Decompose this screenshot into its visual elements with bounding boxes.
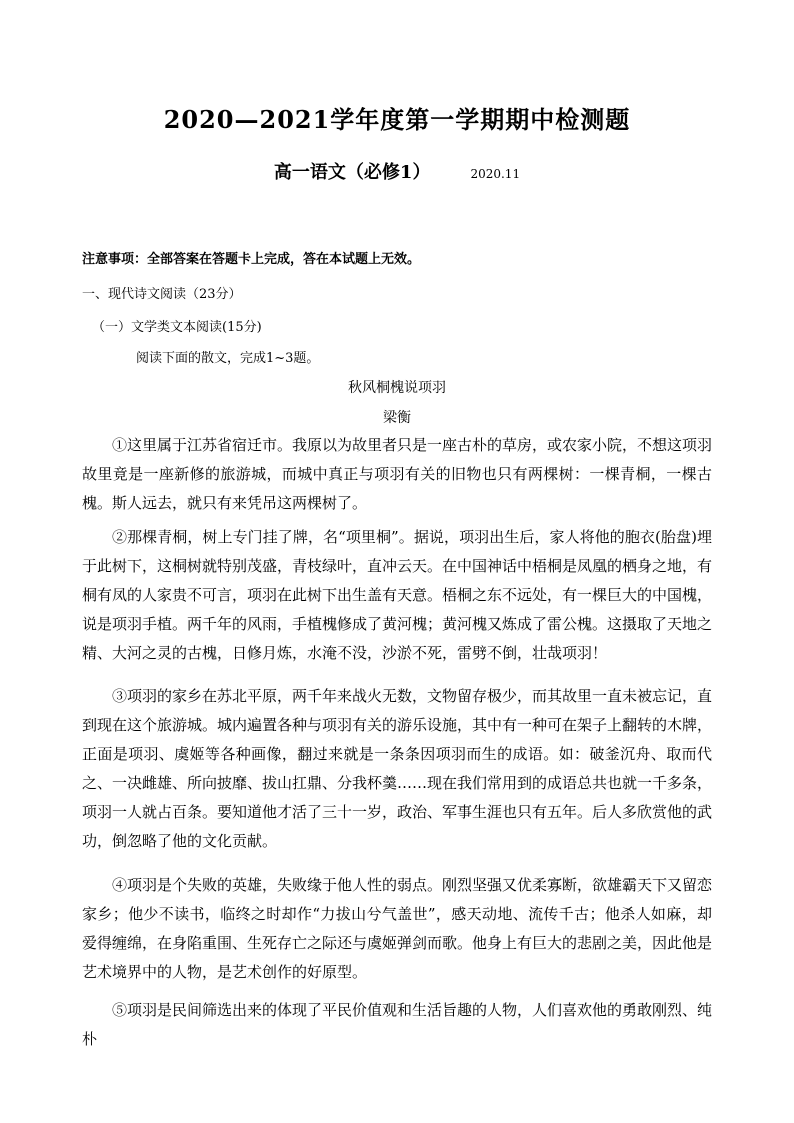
essay-title: 秋风桐槐说项羽 <box>348 380 446 396</box>
essay-paragraph-2: ②那棵青桐，树上专门挂了牌，名“项里桐”。据说，项羽出生后，家人将他的胞衣(胎盘)埋于此树下，这桐树就特别茂盛，青枝绿叶，直冲云天。在中国神话中梧桐是凤凰的栖身之地，有桐有凤的人家贵不可言，项羽在此树下出生盖有天意。梧桐之东不远处，有一棵巨大的中国槐，说是项羽手植。两千年的风雨，手植槐修成了黄河槐；黄河槐又炼成了雷公槐。这摄取了天地之精、大河之灵的古槐，日修月炼，水淹不没，沙淤不死，雷劈不倒，壮哉项羽！ <box>82 528 713 662</box>
page-subtitle <box>0 158 794 184</box>
notice-text: 注意事项：全部答案在答题卡上完成，答在本试题上无效。 <box>82 252 421 267</box>
exam-date: 2020.11 <box>470 167 521 181</box>
essay-paragraph-1: ①这里属于江苏省宿迁市。我原以为故里者只是一座古朴的草房，或农家小院，不想这项羽故里竟是一座新修的旅游城，而城中真正与项羽有关的旧物也只有两棵树：一棵青桐，一棵古槐。斯人远去，就只有来凭吊这两棵树了。 <box>82 436 713 512</box>
page-title: 2020—2021学年度第一学期期中检测题 <box>163 105 631 134</box>
essay-author: 梁衡 <box>383 410 411 426</box>
essay-paragraph-5: ⑤项羽是民间筛选出来的体现了平民价值观和生活旨趣的人物，人们喜欢他的勇敢刚烈、纯朴 <box>82 1001 713 1048</box>
essay-paragraph-3: ③项羽的家乡在苏北平原，两千年来战火无数，文物留存极少，而其故里一直未被忘记，直到现在这个旅游城。城内遍置各种与项羽有关的游乐设施，其中有一种可在架子上翻转的木牌，正面是项羽、虞姬等各种画像，翻过来就是一条条因项羽而生的成语。如：破釜沉舟、取而代之、一决雌雄、所向披靡、拔山扛鼎、分我杯羹……现在我们常用到的成语总共也就一千多条，项羽一人就占百条。要知道他才活了三十一岁，政治、军事生涯也只有五年。后人多欣赏他的武功，倒忽略了他的文化贡献。 <box>82 687 713 850</box>
reading-instruction: 阅读下面的散文，完成1~3题。 <box>136 351 320 366</box>
section-heading-2: （一）文学类文本阅读(15分) <box>92 320 262 335</box>
essay-paragraph-4: ④项羽是个失败的英雄，失败缘于他人性的弱点。刚烈坚强又优柔寡断，欲雄霸天下又留恋家乡；他少不读书，临终之时却作“力拔山兮气盖世”，感天动地、流传千古；他杀人如麻，却爱得缠绵，在身陷重围、生死存亡之际还与虞姬弹剑而歌。他身上有巨大的悲剧之美，因此他是艺术境界中的人物，是艺术创作的好原型。 <box>82 876 713 981</box>
subject-label: 高一语文（必修1） <box>273 162 431 183</box>
section-heading-1: 一、现代诗文阅读（23分） <box>82 287 242 302</box>
